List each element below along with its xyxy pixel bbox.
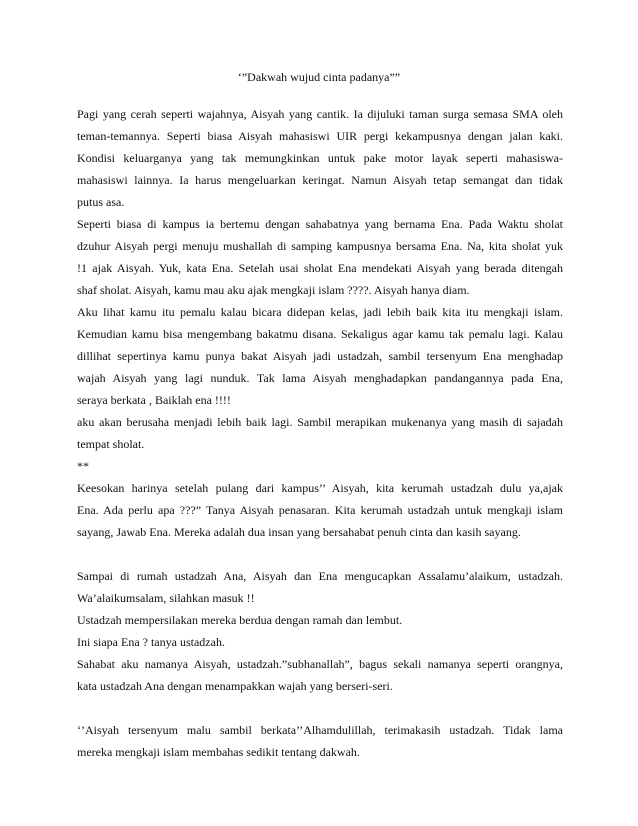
text-line: Keesokan harinya setelah pulang dari kampus’’ Aisyah, kita kerumah ustadzah dulu ya,ajak bbox=[77, 481, 563, 495]
text-line: sayang, Jawab Ena. Mereka adalah dua insan yang bersahabat penuh cinta dan kasih sayang. bbox=[77, 525, 521, 539]
text-line: kata ustadzah Ana dengan menampakkan wajah yang berseri-seri. bbox=[77, 679, 393, 693]
text-line: putus asa. bbox=[77, 195, 125, 209]
document-title: ‘”Dakwah wujud cinta padanya”” bbox=[237, 70, 401, 84]
text-line: Seperti biasa di kampus ia bertemu dengan sahabatnya yang bernama Ena. Pada Waktu sholat bbox=[77, 217, 563, 231]
text-line: Sahabat aku namanya Aisyah, ustadzah.”subhanallah”, bagus sekali namanya seperti orangnya, bbox=[77, 657, 563, 671]
text-line: Aku lihat kamu itu pemalu kalau bicara didepan kelas, jadi lebih baik kita itu mengkaji islam. bbox=[77, 305, 563, 319]
text-line: dillihat sepertinya kamu punya bakat Aisyah jadi ustadzah, sambil tersenyum Ena menghadap bbox=[77, 349, 563, 363]
text-line: Wa’alaikumsalam, silahkan masuk !! bbox=[77, 591, 255, 605]
text-line: ‘’Aisyah tersenyum malu sambil berkata’’Alhamdulillah, terimakasih ustadzah. Tidak lama bbox=[77, 723, 563, 737]
text-line: shaf sholat. Aisyah, kamu mau aku ajak mengkaji islam ????. Aisyah hanya diam. bbox=[77, 283, 470, 297]
text-line: Sampai di rumah ustadzah Ana, Aisyah dan Ena mengucapkan Assalamu’alaikum, ustadzah. bbox=[77, 569, 563, 583]
text-line: Ini siapa Ena ? tanya ustadzah. bbox=[77, 635, 225, 649]
blank-line bbox=[77, 543, 563, 565]
text-line: mahasiswi lainnya. Ia harus mengeluarkan keringat. Namun Aisyah tetap semangat dan tidak bbox=[77, 173, 563, 187]
text-line: ** bbox=[77, 459, 89, 473]
text-line: mereka mengkaji islam membahas sedikit tentang dakwah. bbox=[77, 745, 360, 759]
text-line: Ena. Ada perlu apa ???” Tanya Aisyah penasaran. Kita kerumah ustadzah untuk mengkaji islam bbox=[77, 503, 563, 517]
text-line: dzuhur Aisyah pergi menuju mushallah di samping kampusnya bersama Ena. Na, kita sholat yuk bbox=[77, 239, 563, 253]
text-line: wajah Aisyah yang lagi nunduk. Tak lama Aisyah menghadapkan pandangannya pada Ena, bbox=[77, 371, 563, 385]
text-line: Kemudian kamu bisa mengembang bakatmu disana. Sekaligus agar kamu tak pemalu lagi. Kalau bbox=[77, 327, 563, 341]
text-line: !1 ajak Aisyah. Yuk, kata Ena. Setelah usai sholat Ena mendekati Aisyah yang berada ditengah bbox=[77, 261, 563, 275]
text-line: seraya berkata , Baiklah ena !!!! bbox=[77, 393, 231, 407]
text-line: Ustadzah mempersilakan mereka berdua dengan ramah dan lembut. bbox=[77, 613, 403, 627]
text-line: tempat sholat. bbox=[77, 437, 145, 451]
document-body bbox=[77, 103, 563, 763]
text-line: teman-temannya. Seperti biasa Aisyah mahasiswi UIR pergi kekampusnya dengan jalan kaki. bbox=[77, 129, 563, 143]
text-line: aku akan berusaha menjadi lebih baik lagi. Sambil merapikan mukenanya yang masih di sajadah bbox=[77, 415, 563, 429]
text-line: Kondisi keluarganya yang tak memungkinkan untuk pake motor layak seperti mahasiswa- bbox=[77, 151, 563, 165]
blank-line bbox=[77, 697, 563, 719]
text-line: Pagi yang cerah seperti wajahnya, Aisyah yang cantik. Ia dijuluki taman surga semasa SMA oleh bbox=[77, 107, 563, 121]
